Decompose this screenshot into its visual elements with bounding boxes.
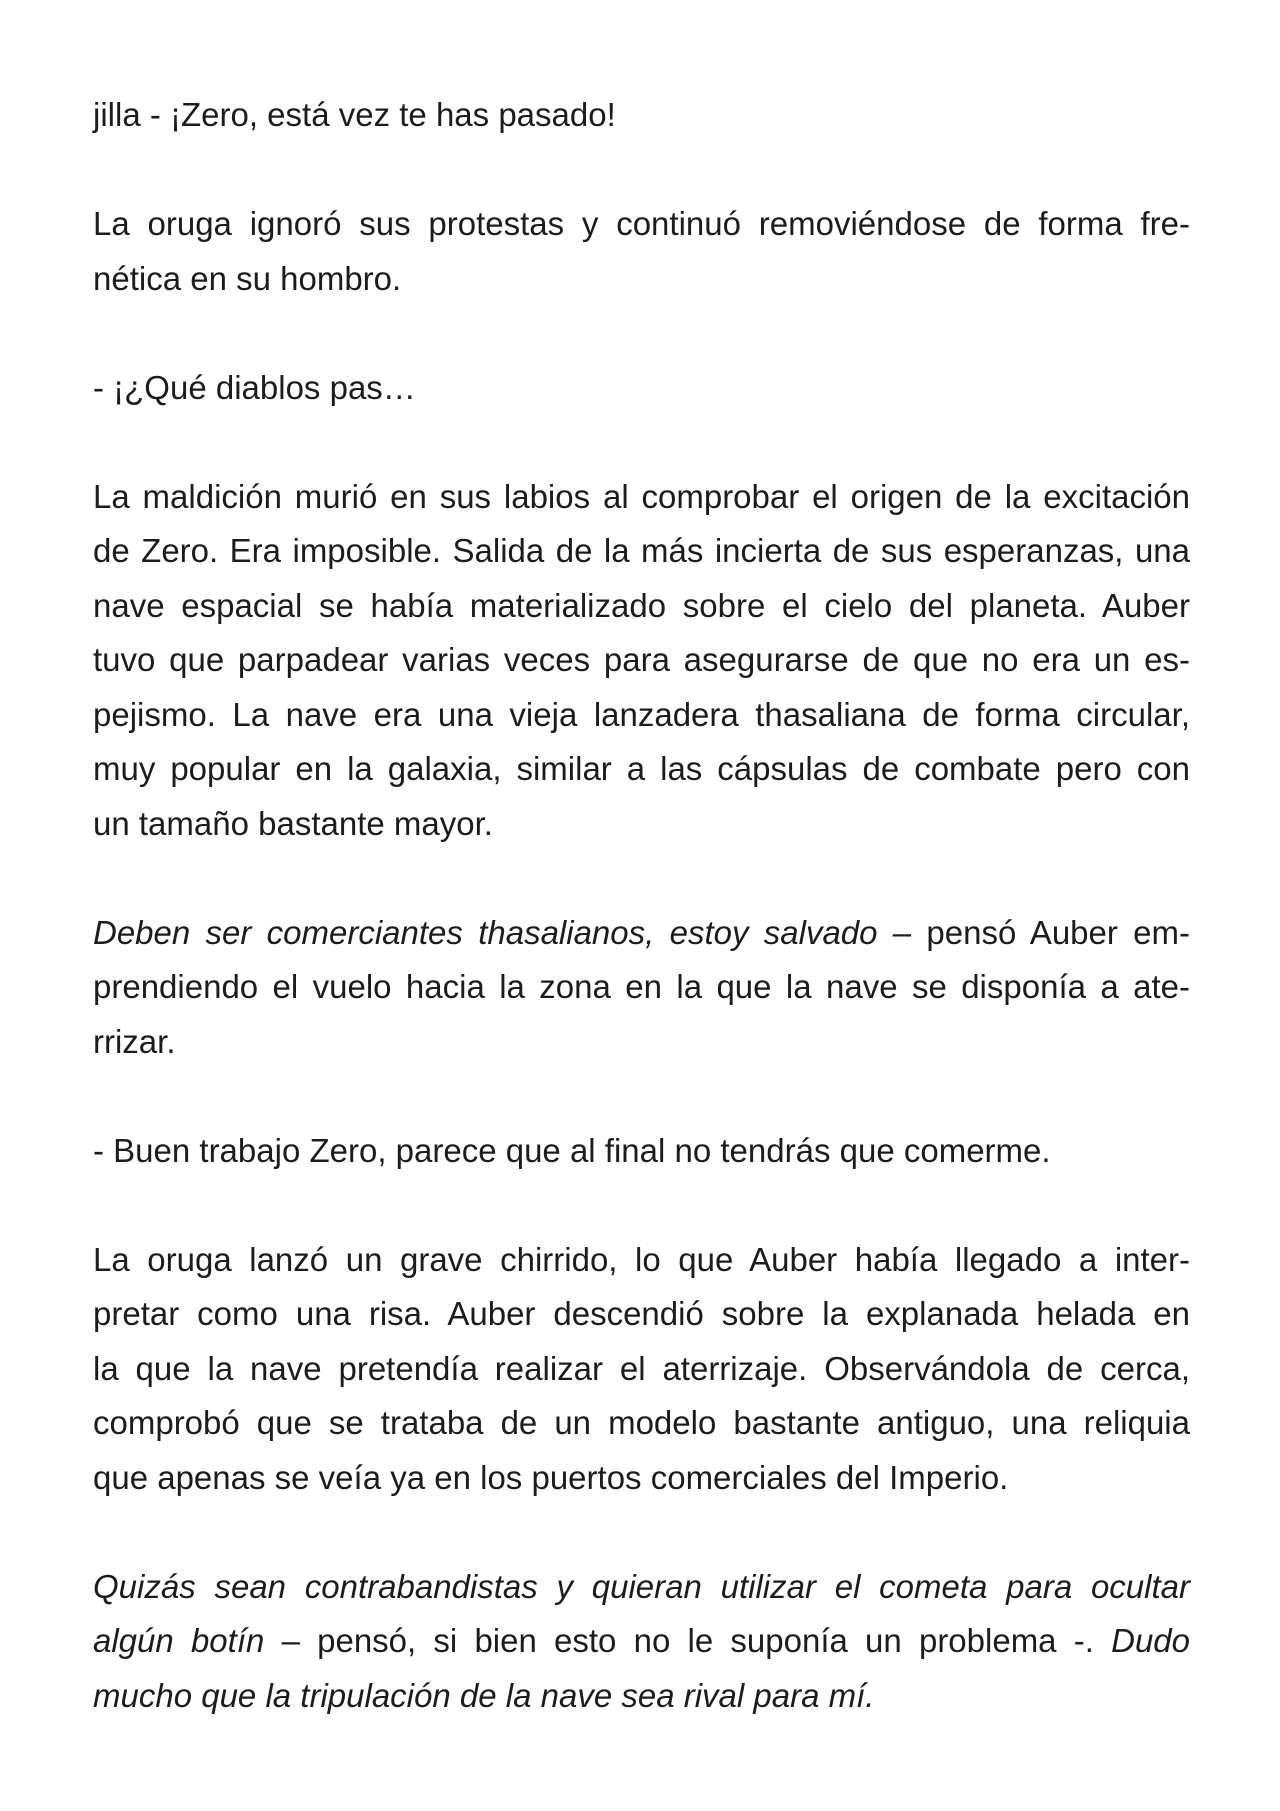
paragraph-gap — [93, 143, 1190, 198]
italic-text-segment: Deben ser comerciantes thasalianos, estoy salvado — [93, 913, 878, 951]
text-segment: La maldición murió en sus labios al comprobar el origen de la excitación — [93, 477, 1190, 515]
text-segment: pejismo. La nave era una vieja lanzadera thasaliana de forma circular, — [93, 695, 1190, 733]
text-line — [93, 742, 1190, 797]
text-segment: - Buen trabajo Zero, parece que al final no tendrás que comerme. — [93, 1131, 1051, 1169]
paragraph-p7 — [93, 1233, 1190, 1506]
italic-text-segment: algún botín — [93, 1622, 265, 1659]
text-segment: – pensó, si bien esto no le suponía un problema -. — [264, 1622, 1112, 1659]
text-segment: pretar como una risa. Auber descendió sobre la explanada helada en — [93, 1295, 1190, 1332]
text-segment: comprobó que se trataba de un modelo bastante antiguo, una reliquia — [93, 1404, 1190, 1441]
text-line — [93, 1451, 1190, 1506]
text-line — [93, 633, 1190, 688]
text-line — [93, 1342, 1190, 1397]
paragraph-p2 — [93, 197, 1190, 306]
paragraph-gap — [93, 1069, 1190, 1124]
text-segment: prendiendo el vuelo hacia la zona en la que la nave se disponía a ate- — [93, 968, 1190, 1005]
text-line — [93, 1614, 1190, 1669]
paragraph-p1 — [93, 88, 1190, 143]
text-segment: muy popular en la galaxia, similar a las cápsulas de combate pero con — [93, 750, 1190, 787]
paragraph-p3 — [93, 361, 1190, 416]
text-segment: de Zero. Era imposible. Salida de la más incierta de sus esperanzas, una — [93, 532, 1190, 569]
text-line — [93, 1233, 1190, 1288]
text-line — [93, 579, 1190, 634]
text-line — [93, 252, 1190, 307]
text-line — [93, 470, 1190, 525]
paragraph-p4 — [93, 470, 1190, 852]
text-line — [93, 1560, 1190, 1615]
paragraph-gap — [93, 306, 1190, 361]
text-segment: la que la nave pretendía realizar el aterrizaje. Observándola de cerca, — [93, 1349, 1190, 1387]
document-page — [93, 88, 1190, 1723]
text-line — [93, 1287, 1190, 1342]
text-segment: - ¡¿Qué diablos pas… — [93, 368, 416, 406]
italic-text-segment: Dudo — [1111, 1622, 1190, 1659]
text-body — [93, 88, 1190, 1723]
text-segment: rrizar. — [93, 1022, 176, 1060]
paragraph-p6 — [93, 1124, 1190, 1179]
text-segment: La oruga ignoró sus protestas y continuó removiéndose de forma fre- — [93, 205, 1190, 242]
paragraph-p8 — [93, 1560, 1190, 1724]
paragraph-p5 — [93, 906, 1190, 1070]
text-segment: que apenas se veía ya en los puertos comerciales del Imperio. — [93, 1458, 1009, 1496]
text-segment: nave espacial se había materializado sobre el cielo del planeta. Auber — [93, 586, 1190, 624]
text-segment: nética en su hombro. — [93, 259, 402, 297]
text-line — [93, 688, 1190, 743]
text-line — [93, 524, 1190, 579]
italic-text-segment: Quizás sean contrabandistas y quieran utilizar el cometa para ocultar — [93, 1567, 1190, 1605]
text-line — [93, 797, 1190, 852]
paragraph-gap — [93, 851, 1190, 906]
text-line — [93, 88, 1190, 143]
text-line — [93, 197, 1190, 252]
text-line — [93, 1015, 1190, 1070]
text-segment: un tamaño bastante mayor. — [93, 804, 493, 842]
text-segment: jilla - ¡Zero, está vez te has pasado! — [93, 96, 616, 133]
paragraph-gap — [93, 1505, 1190, 1560]
text-line — [93, 361, 1190, 416]
text-segment: tuvo que parpadear varias veces para asegurarse de que no era un es- — [93, 641, 1190, 678]
text-segment: – pensó Auber em- — [877, 913, 1190, 951]
text-line — [93, 1396, 1190, 1451]
italic-text-segment: mucho que la tripulación de la nave sea rival para mí. — [93, 1676, 875, 1714]
text-line — [93, 960, 1190, 1015]
text-line — [93, 906, 1190, 961]
text-line — [93, 1669, 1190, 1724]
text-line — [93, 1124, 1190, 1179]
text-segment: La oruga lanzó un grave chirrido, lo que Auber había llegado a inter- — [93, 1240, 1190, 1278]
paragraph-gap — [93, 1178, 1190, 1233]
paragraph-gap — [93, 415, 1190, 470]
